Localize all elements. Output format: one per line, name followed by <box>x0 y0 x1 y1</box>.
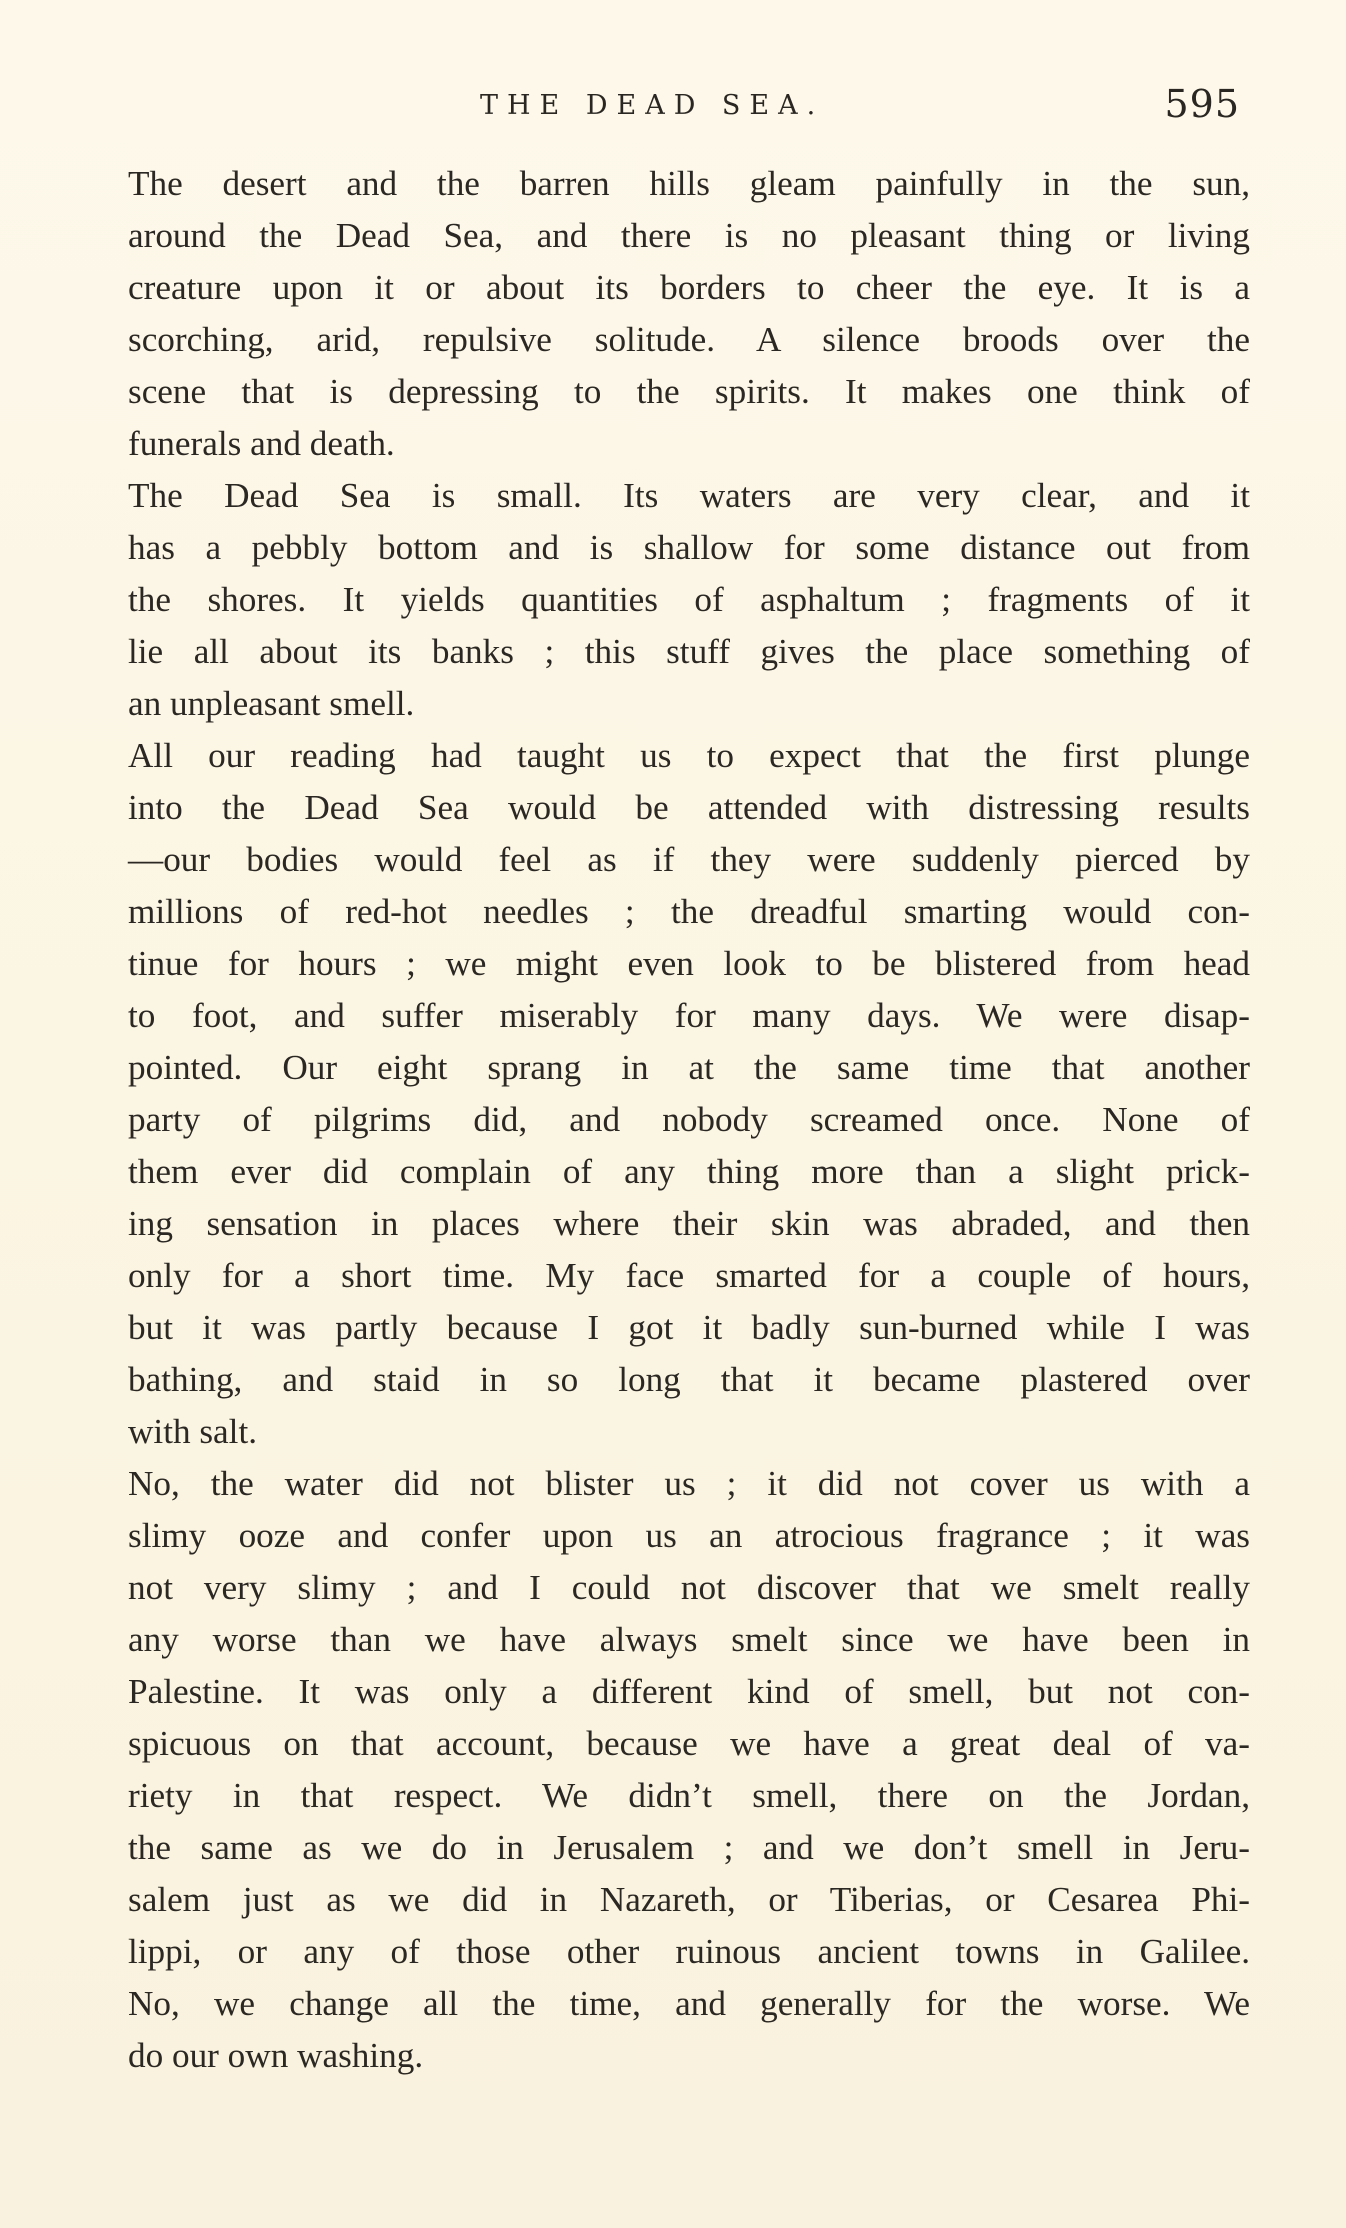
text-line: an unpleasant smell. <box>128 684 415 723</box>
text-line: around the Dead Sea, and there is no pleasant thing or living <box>128 216 1250 255</box>
text-line: No, the water did not blister us ; it did not cover us with a <box>128 1464 1250 1503</box>
text-line: with salt. <box>128 1412 258 1451</box>
text-line: All our reading had taught us to expect that the first plunge <box>128 736 1250 775</box>
text-line: tinue for hours ; we might even look to be blistered from head <box>128 944 1250 983</box>
text-line: creature upon it or about its borders to cheer the eye. It is a <box>128 268 1250 307</box>
text-line: The Dead Sea is small. Its waters are very clear, and it <box>128 476 1250 515</box>
text-line: The desert and the barren hills gleam painfully in the sun, <box>128 164 1250 203</box>
paragraph <box>128 730 1250 1458</box>
text-line: party of pilgrims did, and nobody screamed once. None of <box>128 1100 1250 1139</box>
paragraph <box>128 158 1250 470</box>
text-line: them ever did complain of any thing more than a slight prick- <box>128 1152 1250 1191</box>
text-line: the shores. It yields quantities of asphaltum ; fragments of it <box>128 580 1250 619</box>
page-header <box>480 82 1240 132</box>
text-line: spicuous on that account, because we have a great deal of va- <box>128 1724 1250 1763</box>
text-line: ing sensation in places where their skin was abraded, and then <box>128 1204 1250 1243</box>
text-line: lie all about its banks ; this stuff gives the place something of <box>128 632 1250 671</box>
page-number: 595 <box>1164 82 1240 126</box>
text-line: No, we change all the time, and generally for the worse. We <box>128 1984 1250 2023</box>
text-line: the same as we do in Jerusalem ; and we don’t smell in Jeru- <box>128 1828 1250 1867</box>
text-line: not very slimy ; and I could not discover that we smelt really <box>128 1568 1250 1607</box>
text-line: scene that is depressing to the spirits. It makes one think of <box>128 372 1250 411</box>
text-line: Palestine. It was only a different kind of smell, but not con- <box>128 1672 1250 1711</box>
text-line: but it was partly because I got it badly sun-burned while I was <box>128 1308 1250 1347</box>
text-line: to foot, and suffer miserably for many days. We were disap- <box>128 996 1250 1035</box>
text-line: pointed. Our eight sprang in at the same time that another <box>128 1048 1250 1087</box>
text-line: bathing, and staid in so long that it became plastered over <box>128 1360 1250 1399</box>
text-line: slimy ooze and confer upon us an atrocious fragrance ; it was <box>128 1516 1250 1555</box>
text-line: funerals and death. <box>128 424 395 463</box>
text-line: any worse than we have always smelt since we have been in <box>128 1620 1250 1659</box>
running-title: THE DEAD SEA. <box>480 90 825 121</box>
text-line: salem just as we did in Nazareth, or Tiberias, or Cesarea Phi- <box>128 1880 1250 1919</box>
text-line: has a pebbly bottom and is shallow for some distance out from <box>128 528 1250 567</box>
text-line: only for a short time. My face smarted for a couple of hours, <box>128 1256 1250 1295</box>
text-line: —our bodies would feel as if they were suddenly pierced by <box>128 840 1250 879</box>
text-line: riety in that respect. We didn’t smell, there on the Jordan, <box>128 1776 1250 1815</box>
text-line: millions of red-hot needles ; the dreadful smarting would con- <box>128 892 1250 931</box>
text-line: do our own washing. <box>128 2036 424 2075</box>
text-line: into the Dead Sea would be attended with distressing results <box>128 788 1250 827</box>
paragraph <box>128 470 1250 730</box>
body-text <box>128 158 1250 2082</box>
text-line: lippi, or any of those other ruinous ancient towns in Galilee. <box>128 1932 1250 1971</box>
paragraph <box>128 1458 1250 2082</box>
text-line: scorching, arid, repulsive solitude. A silence broods over the <box>128 320 1250 359</box>
